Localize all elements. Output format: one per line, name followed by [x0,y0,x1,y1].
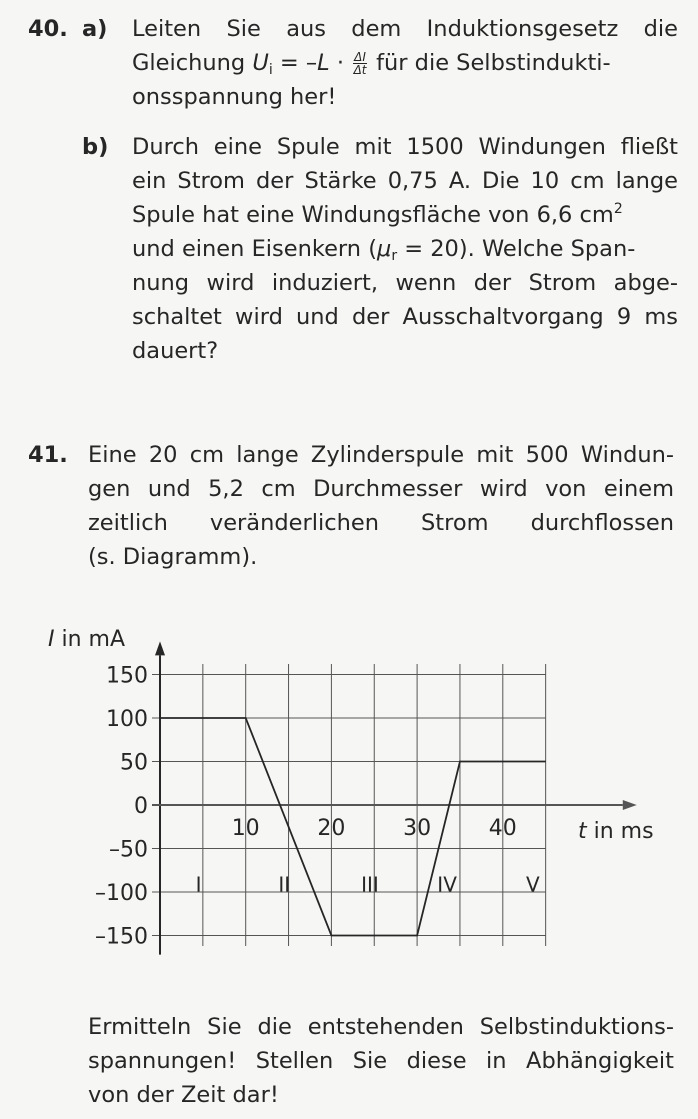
task-41-line-2: gen und 5,2 cm Durchmesser wird von einem [88,476,674,502]
task-40b-text [132,130,678,368]
task-40a-line-2 [132,46,678,80]
task-40a-text [132,12,678,114]
x-tick-label: 30 [403,816,432,841]
equation-U-subscript: i [268,62,273,78]
x-tick-label: 40 [488,816,517,841]
task-40b-label: b) [82,134,109,160]
task-40b-line-3 [132,198,678,232]
y-tick-label: 150 [106,663,148,689]
task-41-instructions [88,1010,674,1112]
task-41-line-3: zeitlich veränderlichen Strom durchflossen [88,510,674,536]
y-tick-label: –100 [95,881,148,906]
y-tick-label: 100 [106,707,148,732]
segment-label: IV [437,872,457,897]
segment-labels [196,872,540,896]
equation-equals: = – [272,50,318,76]
y-axis-unit: in mA [54,627,126,652]
x-axis-label [578,819,654,844]
task-40b-line-7: dauert? [132,338,219,364]
task-41-instr-line-3: von der Zeit dar! [88,1082,279,1108]
task-41-instr-line-1: Ermitteln Sie die entstehenden Selbstinduktions- [88,1014,674,1040]
task-41-instr-line-2: spannungen! Stellen Sie diese in Abhängigkeit [88,1048,674,1074]
tick-labels [95,664,517,950]
x-axis-arrow [623,800,637,810]
x-tick-label: 20 [317,816,346,841]
task-40b-line-5: nung wird induziert, wenn der Strom abge- [132,270,678,296]
task-41-line-4: (s. Diagramm). [88,544,258,570]
current-time-diagram [0,615,698,1005]
equation-U: U [252,50,269,76]
iron-core-text: und einen Eisenkern ( [132,236,377,262]
y-axis-symbol: I [48,627,55,652]
task-40b-line-4 [132,232,678,266]
y-tick-label: 50 [120,750,148,776]
segment-label: III [361,872,379,897]
x-axis-unit: in ms [586,819,654,844]
y-tick-label: –50 [109,837,148,863]
x-axis-symbol: t [578,819,587,844]
equation-dot: · [329,50,352,76]
x-tick-label: 10 [231,816,260,841]
y-tick-label: –150 [95,924,148,950]
y-tick-label: 0 [134,794,148,819]
current-series [160,718,546,936]
mu-symbol: μ [376,236,392,262]
current-line [160,718,546,936]
segment-label: I [195,872,202,897]
current-diagram-svg [0,615,698,1005]
task-41-text [88,438,674,574]
task-40b-line-6: schaltet wird und der Ausschaltvorgang 9 ms [132,304,678,330]
equation-L: L [317,50,330,76]
mu-value-text: = 20). Welche Span- [397,236,636,262]
equation-outro: für die Selbstindukti- [368,50,611,76]
task-41-line-1: Eine 20 cm lange Zylinderspule mit 500 Windun- [88,442,674,468]
task-40b-line-1: Durch eine Spule mit 1500 Windungen fließt [132,134,678,160]
area-exponent: 2 [613,201,623,217]
mu-subscript: r [391,248,398,264]
axes [152,641,637,954]
y-axis-arrow [155,641,165,655]
task-41-number: 41. [28,442,68,468]
segment-label: V [525,872,540,897]
task-40a-line-1: Leiten Sie aus dem Induktionsgesetz die [132,16,678,42]
y-axis-label [48,627,125,652]
task-40-number: 40. [28,16,68,42]
fraction-numerator: ΔI [354,50,366,64]
fraction-denominator: Δt [353,63,367,77]
equation-intro: Gleichung [132,50,253,76]
segment-label: II [278,872,291,897]
task-40a-line-3: onsspannung her! [132,84,337,110]
area-text: Spule hat eine Windungsfläche von 6,6 cm [132,202,614,228]
task-40a-label: a) [82,16,108,42]
task-40b-line-2: ein Strom der Stärke 0,75 A. Die 10 cm lange [132,168,678,194]
equation-fraction [353,51,367,76]
